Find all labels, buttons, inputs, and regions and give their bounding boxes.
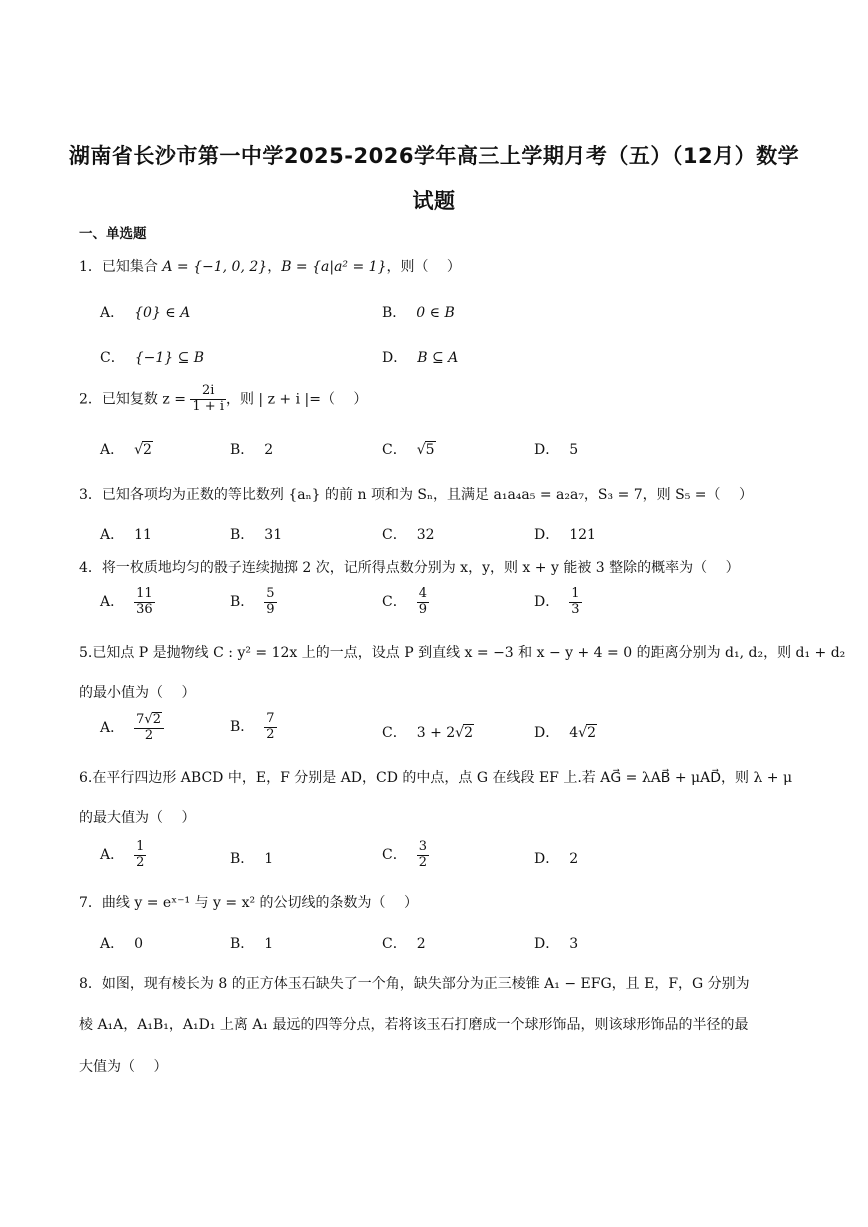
q2-option-b: B． 2	[230, 442, 274, 458]
q4-option-c: C． $\frac{4}{9}$	[382, 586, 427, 617]
q7-option-c: C． 2	[382, 936, 426, 952]
exam-title-continued: 试题	[412, 189, 456, 213]
q3-option-d: D． 121	[534, 527, 596, 543]
question-5: 5.已知点 P 是抛物线 C : y² = 12x 上的一点，设点 P 到直线 x = −3 和 x − y + 4 = 0 的距离分别为 d₁, d₂，则 d₁ + d₂	[79, 645, 846, 661]
q1-option-a: A． {0} ∈ A	[100, 305, 191, 321]
q5-option-b: B． $\frac{7}{2}$	[230, 711, 275, 742]
q6-option-b: B． 1	[230, 851, 274, 867]
q2-option-a: A． √2	[100, 442, 152, 458]
q5-option-a: A． $\frac{7√2}{2}$	[100, 712, 164, 744]
q2-option-c: C． √5	[382, 442, 435, 458]
q6-option-c: C． $\frac{3}{2}$	[382, 839, 427, 870]
q7-option-a: A． 0	[100, 936, 144, 952]
question-1: 1．已知集合 A = {−1, 0, 2}，B = {a|a² = 1}，则（ ）	[79, 259, 461, 275]
q3-option-b: B． 31	[230, 527, 283, 543]
question-6: 6.在平行四边形 ABCD 中，E，F 分别是 AD，CD 的中点，点 G 在线段 EF 上.若 AG⃗ = λAB⃗ + μAD⃗，则 λ + μ	[79, 770, 793, 786]
question-2: 2．已知复数 z = $\frac{2i}{1 + i}$ ，则 | z + i |=（ ）	[79, 383, 368, 414]
q6-option-d: D． 2	[534, 851, 579, 867]
q3-option-c: C． 32	[382, 527, 435, 543]
question-3: 3．已知各项均为正数的等比数列 {aₙ} 的前 n 项和为 Sₙ，且满足 a₁a₄a₅ = a₂a₇，S₃ = 7，则 S₅ =（ ）	[79, 487, 753, 503]
question-8-continued-1: 棱 A₁A，A₁B₁，A₁D₁ 上离 A₁ 最远的四等分点，若将该玉石打磨成一个球形饰品，则该球形饰品的半径的最	[79, 1017, 749, 1033]
q7-option-b: B． 1	[230, 936, 274, 952]
q1-option-d: D． B ⊆ A	[382, 350, 459, 366]
question-8-continued-2: 大值为（ ）	[79, 1059, 168, 1075]
q2-option-d: D． 5	[534, 442, 579, 458]
question-7: 7．曲线 y = eˣ⁻¹ 与 y = x² 的公切线的条数为（ ）	[79, 895, 418, 911]
q5-option-d: D． 4√2	[534, 725, 596, 741]
q3-option-a: A． 11	[100, 527, 152, 543]
q4-option-b: B． $\frac{5}{9}$	[230, 586, 275, 617]
q1-option-c: C． {−1} ⊆ B	[100, 350, 205, 366]
q7-option-d: D． 3	[534, 936, 579, 952]
exam-title: 湖南省长沙市第一中学2025-2026学年高三上学期月考（五）（12月）数学	[68, 144, 800, 168]
q1-option-b: B． 0 ∈ B	[382, 305, 455, 321]
q4-option-d: D． $\frac{1}{3}$	[534, 586, 580, 617]
q4-option-a: A． $\frac{11}{36}$	[100, 586, 153, 617]
q6-option-a: A． $\frac{1}{2}$	[100, 839, 145, 870]
q5-option-c: C． 3 + 2√2	[382, 725, 474, 741]
question-6-continued: 的最大值为（ ）	[79, 810, 196, 826]
question-8: 8．如图，现有棱长为 8 的正方体玉石缺失了一个角，缺失部分为正三棱锥 A₁ − EFG，且 E，F，G 分别为	[79, 976, 750, 992]
section-heading: 一、单选题	[79, 226, 147, 242]
question-5-continued: 的最小值为（ ）	[79, 685, 196, 701]
question-4: 4．将一枚质地均匀的骰子连续抛掷 2 次，记所得点数分别为 x，y，则 x + y 能被 3 整除的概率为（ ）	[79, 560, 740, 576]
